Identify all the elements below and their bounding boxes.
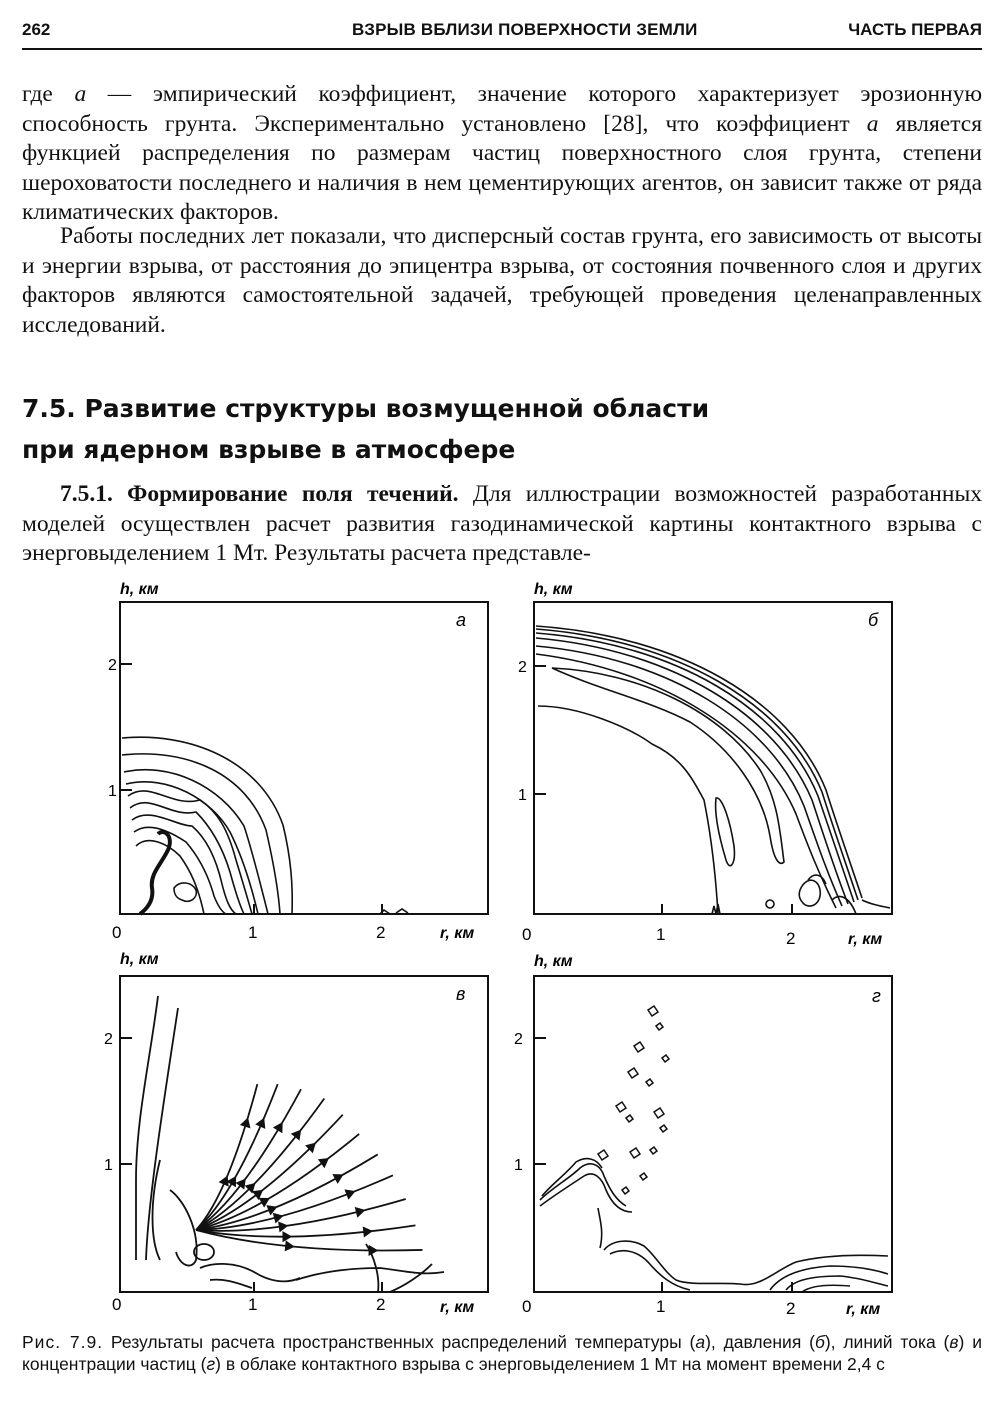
panel-a-xlabel: r, км	[440, 925, 475, 942]
panel-a-xtick-1: 1	[248, 923, 258, 942]
panel-b-ytick-1: 1	[518, 787, 527, 804]
panel-b-ylabel: h, км	[534, 581, 573, 598]
panel-g-xtick-0: 0	[522, 1297, 532, 1316]
subsection-paragraph: 7.5.1. Формирование поля течений. Для иллюстрации возможностей разработанных моделей осуществлен расчет развития газодинамической картины контактного взрыва с энерговыделением 1 Мт. Результаты расчета представле-	[22, 481, 982, 566]
panel-v-ylabel: h, км	[120, 951, 159, 968]
panel-g-xtick-1: 1	[656, 1297, 666, 1316]
section-heading: 7.5. Развитие структуры возмущенной области при ядерном взрыве в атмосфере	[22, 394, 710, 464]
panel-b-xtick-2: 2	[786, 929, 796, 948]
panel-g-letter: г	[872, 986, 881, 1006]
figure-7-9	[0, 570, 1002, 1330]
panel-b-xtick-1: 1	[656, 925, 666, 944]
panel-v-xtick-1: 1	[248, 1295, 258, 1314]
panel-b-ytick-2: 2	[518, 659, 527, 676]
panel-a-ytick-2: 2	[108, 657, 117, 674]
paragraph-1: где a — эмпирический коэффициент, значение которого характеризует эрозионную способность грунта. Экспериментально установлено [28], что коэффициент a является функцией распределения по размерам частиц поверхностного слоя грунта, степени шероховатости последнего и наличия в нем цементирующих агентов, он зависит также от ряда климатических факторов.	[22, 81, 983, 225]
panel-g-ylabel: h, км	[534, 953, 573, 970]
panel-g-ytick-2: 2	[514, 1031, 523, 1048]
panel-b-letter: б	[868, 610, 879, 630]
panel-a-xtick-2: 2	[376, 923, 386, 942]
panel-v-xlabel: r, км	[440, 1299, 475, 1316]
panel-v	[104, 951, 488, 1316]
panel-b-xlabel: r, км	[848, 931, 883, 948]
panel-g	[514, 953, 892, 1318]
panel-b	[518, 581, 892, 948]
panel-g-xlabel: r, км	[846, 1301, 881, 1318]
panel-a-letter: а	[456, 610, 467, 630]
paragraph-2: Работы последних лет показали, что дисперсный состав грунта, его зависимость от высоты и энергии взрыва, от расстояния до эпицентра взрыва, от состояния почвенного слоя и других факторов являются самостоятельной задачей, требующей проведения целенаправленных исследований.	[22, 223, 982, 338]
panel-v-letter: в	[456, 984, 466, 1004]
caption-label: Рис. 7.9.	[22, 1332, 104, 1352]
part-label: ЧАСТЬ ПЕРВАЯ	[848, 20, 982, 39]
panel-a-ylabel: h, км	[120, 581, 159, 598]
panel-a-ytick-1: 1	[108, 783, 117, 800]
panel-g-ytick-1: 1	[514, 1157, 523, 1174]
panel-g-xtick-2: 2	[786, 1299, 796, 1318]
panel-v-ytick-2: 2	[104, 1031, 113, 1048]
panel-b-xtick-0: 0	[522, 925, 532, 944]
panel-a-xtick-0: 0	[112, 923, 122, 942]
panel-a	[108, 581, 488, 942]
panel-v-ytick-1: 1	[104, 1157, 113, 1174]
panel-v-xtick-0: 0	[112, 1295, 122, 1314]
panel-v-xtick-2: 2	[376, 1295, 386, 1314]
figure-caption: Рис. 7.9. Результаты расчета пространственных распределений температуры (а), давления (б), линий тока (в) и концентрации частиц (г) в облаке контактного взрыва с энерговыделением 1 Мт на момент времени 2,4 с	[22, 1332, 982, 1374]
page-header	[22, 14, 982, 50]
subsection-heading: 7.5.1. Формирование поля течений.	[60, 481, 459, 507]
running-title: ВЗРЫВ ВБЛИЗИ ПОВЕРХНОСТИ ЗЕМЛИ	[352, 20, 698, 39]
page-number: 262	[22, 20, 51, 39]
